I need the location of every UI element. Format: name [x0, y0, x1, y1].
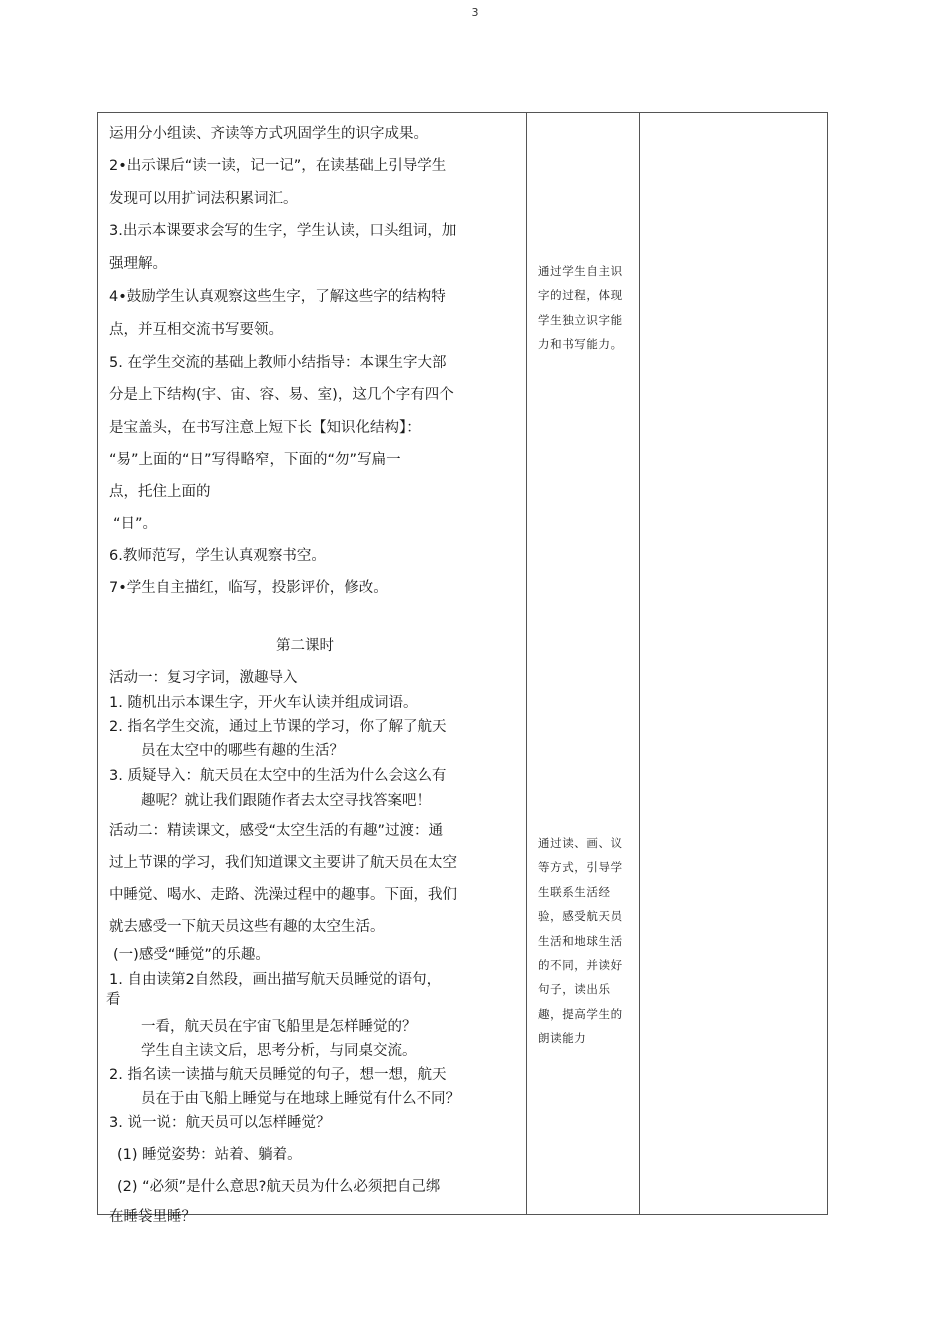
text-line: 运用分小组读、齐读等方式巩固学生的识字成果。 [109, 126, 428, 142]
text-line: 5. 在学生交流的基础上教师小结指导：本课生字大部 [109, 355, 447, 371]
text-line: 点，并互相交流书写要领。 [109, 322, 283, 338]
text-line: 员在太空中的哪些有趣的生活？ [141, 743, 344, 759]
text-line: 2•出示课后“读一读，记一记”，在读基础上引导学生 [109, 158, 447, 174]
text-line: 强理解。 [109, 256, 167, 272]
text-line: 2. 指名学生交流，通过上节课的学习，你了解了航天 [109, 719, 447, 735]
text-line: 在睡袋里睡？ [109, 1209, 196, 1225]
activity-heading: 活动一：复习字词，激趣导入 [109, 670, 298, 686]
section-heading: 第二课时 [276, 638, 334, 654]
text-line: 点，托住上面的 [109, 484, 211, 500]
lesson-table [97, 112, 828, 1225]
design-note: 通过学生自主识字的过程，体现学生独立识字能力和书写能力。 [538, 264, 623, 352]
text-line: (1) 睡觉姿势：站着、躺着。 [117, 1147, 302, 1163]
page-number: 3 [471, 6, 479, 19]
text-line: 7•学生自主描红，临写，投影评价，修改。 [109, 580, 388, 596]
column-divider [526, 113, 527, 1214]
text-line: 发现可以用扩词法积累词汇。 [109, 191, 298, 207]
text-line: 4•鼓励学生认真观察这些生字，了解这些字的结构特 [109, 289, 446, 305]
subsection-heading: (一)感受“睡觉”的乐趣。 [113, 947, 270, 963]
activity-heading: 活动二：精读课文，感受“太空生活的有趣”过渡：通 [109, 823, 444, 839]
column-divider [639, 113, 640, 1214]
text-line: 3.出示本课要求会写的生字，学生认读，口头组词，加 [109, 223, 457, 239]
text-line: 中睡觉、喝水、走路、洗澡过程中的趣事。下面，我们 [109, 887, 457, 903]
text-line: 学生自主读文后，思考分析，与同桌交流。 [141, 1043, 417, 1059]
text-line: 看 [106, 992, 121, 1008]
text-line: 趣呢？就让我们跟随作者去太空寻找答案吧！ [141, 793, 431, 809]
text-line: “易”上面的“日”写得略窄，下面的“勿”写扁一 [109, 452, 401, 468]
text-line: 2. 指名读一读描与航天员睡觉的句子，想一想，航天 [109, 1067, 447, 1083]
text-line: 员在于由飞船上睡觉与在地球上睡觉有什么不同？ [141, 1091, 460, 1107]
text-line: 一看，航天员在宇宙飞船里是怎样睡觉的？ [141, 1019, 417, 1035]
text-line: “日”。 [113, 516, 158, 532]
text-line: (2) “必须”是什么意思?航天员为什么必须把自己绑 [117, 1179, 441, 1195]
design-note: 通过读、画、议等方式，引导学生联系生活经验，感受航天员生活和地球生活的不同，并读好句子，读出乐趣，提高学生的朗读能力 [538, 836, 623, 1046]
text-line: 1. 随机出示本课生字，开火车认读并组成词语。 [109, 695, 418, 711]
text-line: 3. 说一说：航天员可以怎样睡觉？ [109, 1115, 331, 1131]
text-line: 分是上下结构(宇、宙、容、易、室)，这几个字有四个 [109, 387, 454, 403]
text-line: 是宝盖头，在书写注意上短下长【知识化结构】： [109, 420, 421, 436]
text-line: 6.教师范写，学生认真观察书空。 [109, 548, 326, 564]
text-line: 1. 自由读第2自然段，画出描写航天员睡觉的语句， [109, 972, 442, 988]
text-line: 过上节课的学习，我们知道课文主要讲了航天员在太空 [109, 855, 457, 871]
text-line: 就去感受一下航天员这些有趣的太空生活。 [109, 919, 385, 935]
text-line: 3. 质疑导入：航天员在太空中的生活为什么会这么有 [109, 768, 447, 784]
